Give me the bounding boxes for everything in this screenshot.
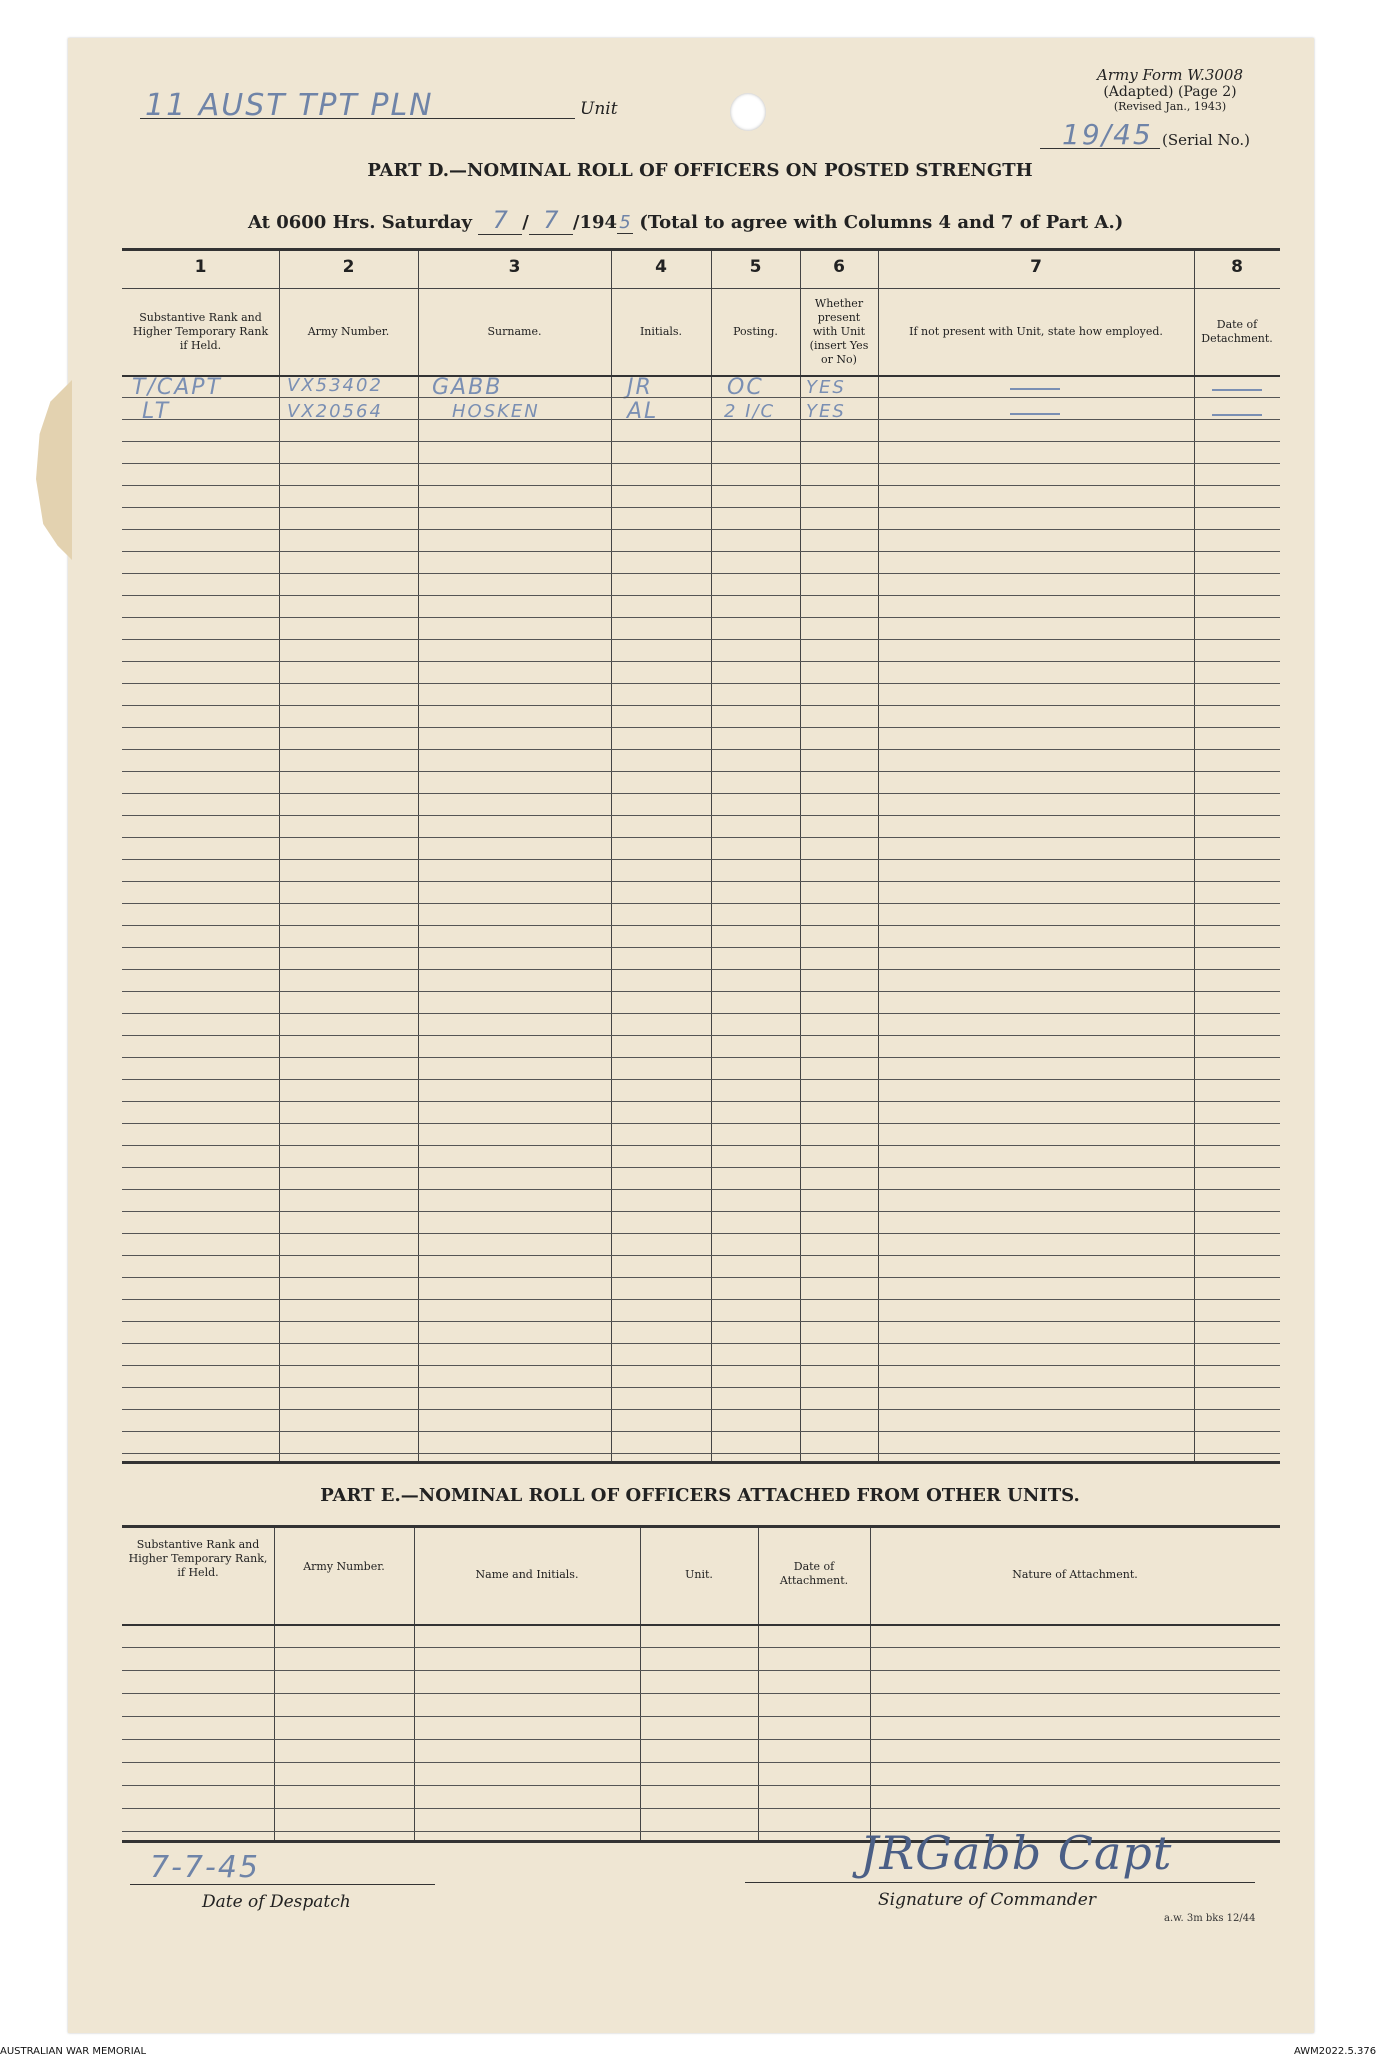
- table-row-line: [122, 749, 1280, 750]
- col-initials: [611, 251, 712, 1461]
- serial-label: (Serial No.): [1162, 131, 1250, 149]
- col-number-7: 7: [1030, 257, 1042, 277]
- table-row-line: [122, 837, 1280, 838]
- table-row-line: [122, 1670, 1280, 1671]
- table-row-line: [122, 661, 1280, 662]
- table-row-line: [122, 683, 1280, 684]
- table-row-line: [122, 727, 1280, 728]
- table-row-line: [122, 991, 1280, 992]
- table-row-line: [122, 859, 1280, 860]
- row2-surname: HOSKEN: [452, 401, 540, 422]
- row1-surname: GABB: [432, 375, 503, 400]
- row1-detachment-dash: [1212, 389, 1262, 391]
- at-prefix: At 0600 Hrs. Saturday: [248, 212, 473, 233]
- table-row-line: [122, 1277, 1280, 1278]
- table-row-line: [122, 881, 1280, 882]
- table-row-line: [122, 1035, 1280, 1036]
- table-row-line: [122, 1167, 1280, 1168]
- table-row-line: [122, 639, 1280, 640]
- table-row-line: [122, 1453, 1280, 1454]
- form-revised: (Revised Jan., 1943): [1113, 100, 1227, 113]
- year-digit: 5: [617, 212, 633, 234]
- col-e-header-date: Date of Attachment.: [779, 1560, 849, 1587]
- col-posting: [711, 251, 801, 1461]
- row2-army-number: VX20564: [287, 401, 383, 422]
- torn-edge: [36, 380, 72, 560]
- col-header-army-number: Army Number.: [307, 325, 390, 338]
- unit-label: Unit: [580, 99, 618, 119]
- army-form-block: [1080, 66, 1260, 113]
- col-header-employed: If not present with Unit, state how employed.: [909, 325, 1163, 338]
- table-row-line: [122, 1431, 1280, 1432]
- table-row-line: [122, 441, 1280, 442]
- col-number-6: 6: [833, 257, 845, 277]
- part-e-table: [122, 1525, 1280, 1843]
- col-number-2: 2: [342, 257, 355, 277]
- table-row-line: [122, 1299, 1280, 1300]
- table-row-line: [122, 1739, 1280, 1740]
- part-e-title: PART E.—NOMINAL ROLL OF OFFICERS ATTACHED FROM OTHER UNITS.: [320, 1485, 1080, 1506]
- part-d-table: [122, 248, 1280, 1464]
- signature-label: Signature of Commander: [878, 1890, 1096, 1910]
- form-number: Army Form W.3008: [1097, 66, 1243, 84]
- col-header-initials: Initials.: [639, 325, 683, 338]
- punch-hole: [730, 93, 766, 131]
- table-row-line: [122, 1647, 1280, 1648]
- row1-employed-dash: [1010, 388, 1060, 390]
- col-header-present: Whether present with Unit (insert Yes or No): [809, 297, 869, 366]
- part-d-date-line: At 0600 Hrs. Saturday 7 / 7 /194 5 (Total to agree with Columns 4 and 7 of Part A.): [248, 206, 1124, 234]
- table-row-line: [122, 1343, 1280, 1344]
- table-row-line: [122, 925, 1280, 926]
- table-row-line: [122, 1762, 1280, 1763]
- table-row-line: [122, 705, 1280, 706]
- col-rank: [122, 251, 280, 1461]
- despatch-handwritten: 7-7-45: [150, 1850, 260, 1885]
- col-e-header-rank: Substantive Rank and Higher Temporary Rank, if Held.: [128, 1538, 268, 1579]
- table-row-line: [122, 529, 1280, 530]
- table-row-line: [122, 771, 1280, 772]
- table-row-line: [122, 815, 1280, 816]
- form-adapted: (Adapted) (Page 2): [1103, 84, 1237, 100]
- table-row-line: [122, 1079, 1280, 1080]
- col-header-detachment: Date of Detachment.: [1201, 318, 1273, 345]
- year-prefix: /194: [572, 212, 618, 233]
- row1-present: YES: [806, 377, 846, 398]
- col-e-header-name: Name and Initials.: [475, 1568, 579, 1581]
- col-e-header-nature: Nature of Attachment.: [1012, 1568, 1138, 1581]
- row1-army-number: VX53402: [287, 375, 383, 396]
- col-present: [800, 251, 879, 1461]
- table-row-line: [122, 1716, 1280, 1717]
- col-e-header-army-number: Army Number.: [303, 1560, 385, 1573]
- date-month: 7: [529, 206, 573, 235]
- despatch-label: Date of Despatch: [202, 1892, 351, 1912]
- table-row-line: [122, 1123, 1280, 1124]
- table-row-line: [122, 969, 1280, 970]
- table-row-line: [122, 1211, 1280, 1212]
- col-number-4: 4: [655, 257, 667, 277]
- table-row-line: [122, 947, 1280, 948]
- col-number-3: 3: [508, 257, 521, 277]
- table-row-line: [122, 1189, 1280, 1190]
- table-row-line: [122, 419, 1280, 420]
- credit-left: AUSTRALIAN WAR MEMORIAL: [0, 2046, 147, 2057]
- unit-handwritten: 11 AUST TPT PLN: [145, 88, 434, 123]
- row2-posting: 2 I/C: [724, 401, 776, 422]
- table-row-line: [122, 595, 1280, 596]
- table-row-line: [122, 1013, 1280, 1014]
- row2-employed-dash: [1010, 413, 1060, 415]
- table-row-line: [122, 507, 1280, 508]
- table-row-line: [122, 485, 1280, 486]
- table-row-line: [122, 397, 1280, 398]
- table-row-line: [122, 1409, 1280, 1410]
- row2-rank: LT: [142, 399, 171, 424]
- table-row-line: [122, 1057, 1280, 1058]
- at-suffix: (Total to agree with Columns 4 and 7 of Part A.): [639, 212, 1124, 233]
- row2-initials: AL: [627, 399, 659, 424]
- table-row-line: [122, 551, 1280, 552]
- col-header-posting: Posting.: [733, 325, 778, 338]
- col-header-rank: Substantive Rank and Higher Temporary Rank if Held.: [132, 311, 269, 352]
- serial-handwritten: 19/45: [1062, 118, 1153, 151]
- table-row-line: [122, 1255, 1280, 1256]
- row1-rank: T/CAPT: [132, 375, 222, 400]
- col-number-8: 8: [1231, 257, 1243, 277]
- table-row-line: [122, 617, 1280, 618]
- col-e-header-unit: Unit.: [685, 1568, 713, 1581]
- table-row-line: [122, 1387, 1280, 1388]
- table-row-line: [122, 1693, 1280, 1694]
- print-code: a.w. 3m bks 12/44: [1164, 1913, 1256, 1924]
- col-number-5: 5: [749, 257, 762, 277]
- table-row-line: [122, 1101, 1280, 1102]
- row2-present: YES: [806, 401, 846, 422]
- row1-posting: OC: [727, 375, 764, 400]
- col-surname: [418, 251, 612, 1461]
- table-row-line: [122, 793, 1280, 794]
- row2-detachment-dash: [1212, 414, 1262, 416]
- table-row-line: [122, 573, 1280, 574]
- table-row-line: [122, 463, 1280, 464]
- date-day: 7: [478, 206, 522, 235]
- signature-underline: [745, 1882, 1255, 1883]
- e-header-divider: [122, 1624, 1280, 1626]
- table-row-line: [122, 1365, 1280, 1366]
- table-row-line: [122, 1808, 1280, 1809]
- col-army-number: [279, 251, 419, 1461]
- row1-initials: JR: [627, 375, 653, 400]
- col-header-surname: Surname.: [487, 325, 542, 338]
- table-row-line: [122, 1233, 1280, 1234]
- table-row-line: [122, 1145, 1280, 1146]
- credit-right: AWM2022.5.376: [1294, 2046, 1377, 2057]
- commander-signature: JRGabb Capt: [860, 1826, 1173, 1880]
- table-row-line: [122, 903, 1280, 904]
- col-number-1: 1: [194, 257, 207, 277]
- number-row-divider: [122, 288, 1280, 289]
- col-employed: [878, 251, 1195, 1461]
- table-row-line: [122, 1785, 1280, 1786]
- part-d-title: PART D.—NOMINAL ROLL OF OFFICERS ON POSTED STRENGTH: [367, 160, 1033, 181]
- table-row-line: [122, 1321, 1280, 1322]
